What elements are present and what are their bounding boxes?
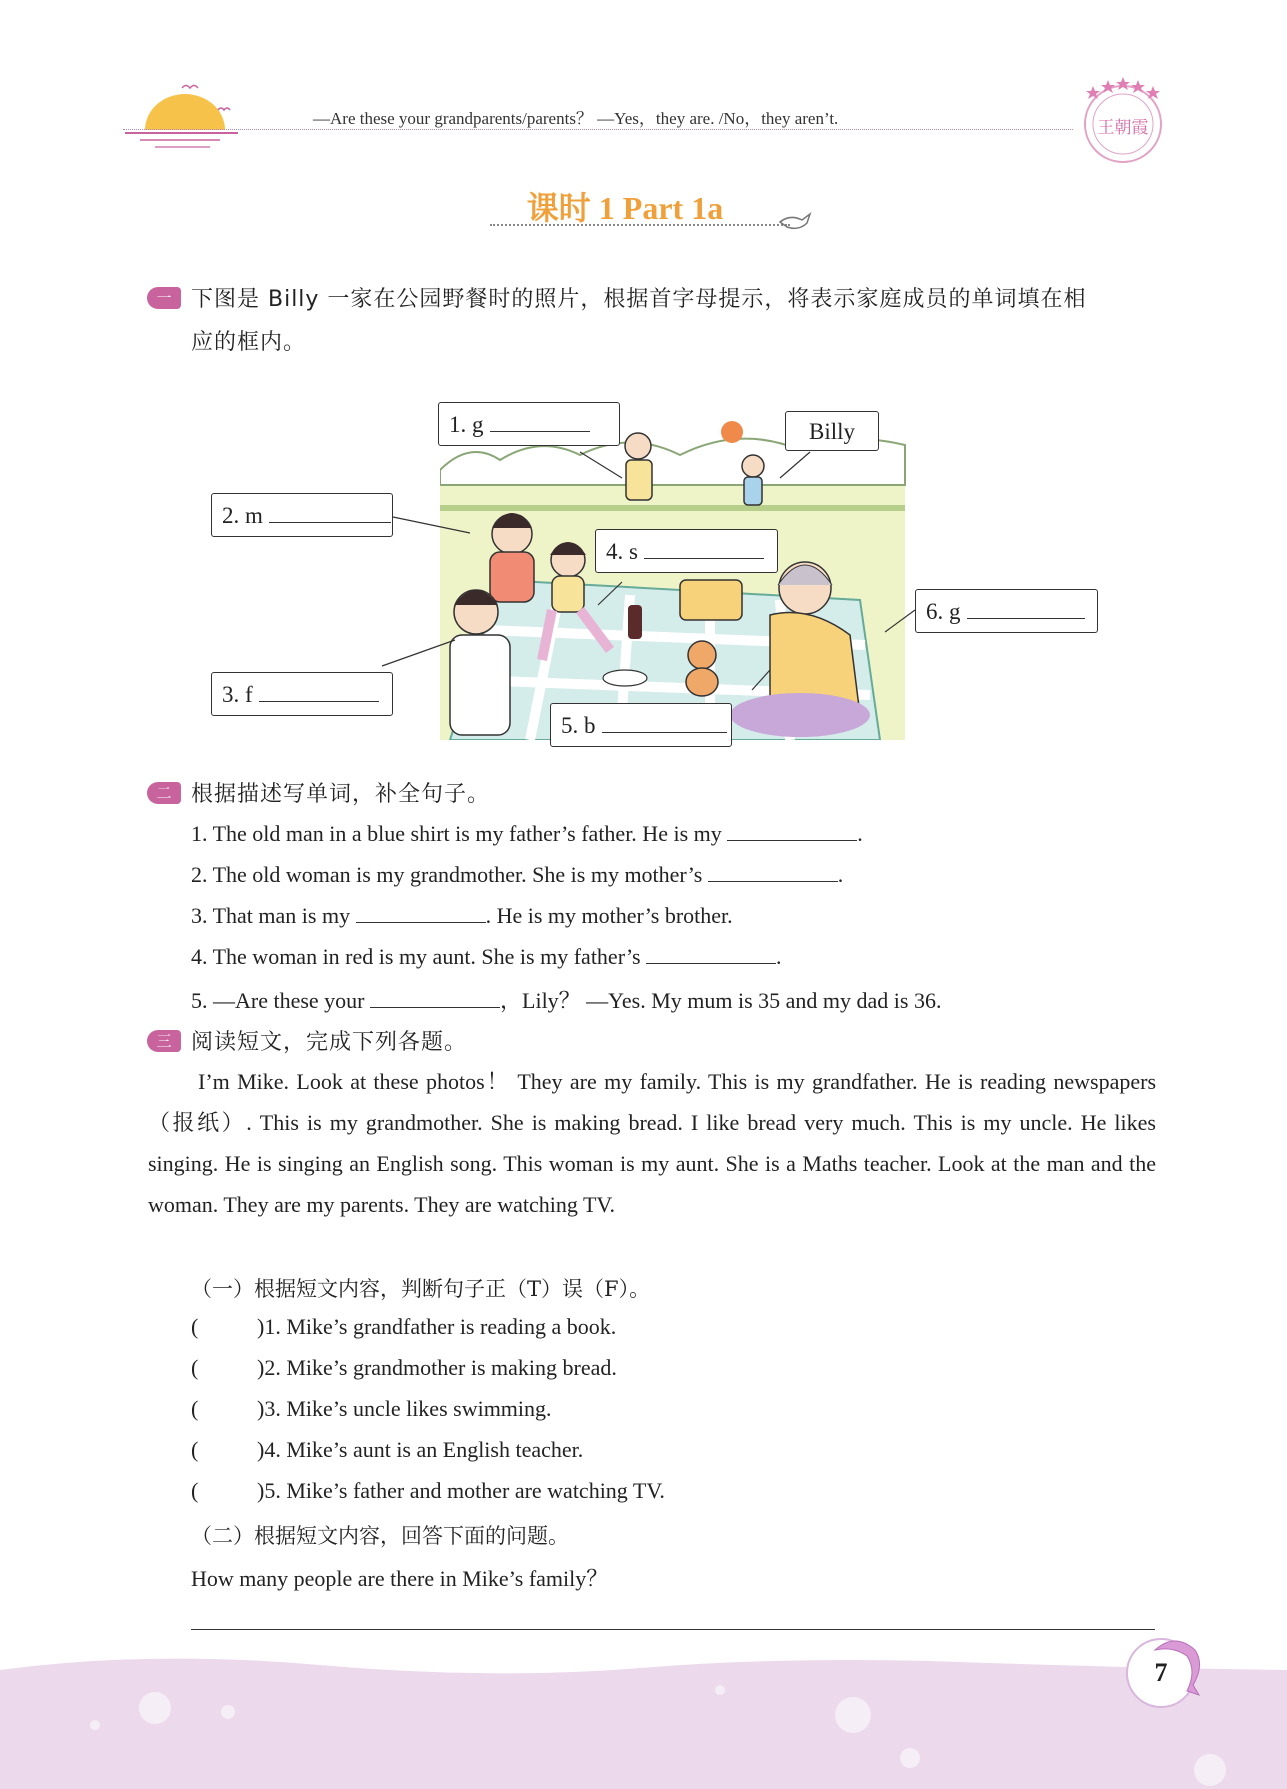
fill-box-6[interactable]: [915, 589, 1098, 633]
svg-text:王朝霞: 王朝霞: [1097, 118, 1149, 138]
tf-item: ( )1. Mike’s grandfather is reading a book.: [191, 1314, 617, 1339]
question-text: How many people are there in Mike’s family？: [191, 1566, 609, 1591]
answer-blank[interactable]: [727, 820, 857, 841]
fill-box-1[interactable]: [438, 402, 620, 446]
answer-line[interactable]: [191, 1629, 1155, 1630]
bottom-wave-decoration: [0, 1650, 1287, 1789]
answer-blank[interactable]: [370, 987, 500, 1008]
tf-answer-slot[interactable]: (: [191, 1396, 199, 1421]
fill-box-label: 4. s: [606, 539, 638, 564]
fill-box-3[interactable]: [211, 672, 393, 716]
tf-item: ( )2. Mike’s grandmother is making bread.: [191, 1355, 617, 1380]
section-badge: 二: [147, 782, 181, 804]
section3-instruction: 阅读短文，完成下列各题。: [191, 1030, 468, 1055]
fill-box-label: 3. f: [222, 682, 253, 707]
section2-instruction: 根据描述写单词，补全句子。: [191, 782, 491, 807]
picnic-illustration: [440, 410, 910, 740]
publisher-stamp-logo: [1078, 76, 1168, 166]
section-badge: 一: [147, 287, 181, 309]
lesson-title: 课时 1 Part 1a: [526, 190, 724, 226]
dolphin-icon: [1145, 1632, 1205, 1702]
sun-decoration-icon: [120, 78, 240, 153]
answer-blank[interactable]: [708, 861, 838, 882]
tf-item: ( )5. Mike’s father and mother are watching TV.: [191, 1478, 665, 1503]
sentence-item: 3. That man is my . He is my mother’s brother.: [191, 903, 733, 928]
fill-box-label: 2. m: [222, 503, 263, 528]
answer-blank[interactable]: [646, 943, 776, 964]
sentence-item: 1. The old man in a blue shirt is my father’s father. He is my .: [191, 821, 863, 846]
part2-title: （二）根据短文内容，回答下面的问题。: [191, 1524, 569, 1548]
title-underline: [490, 224, 790, 226]
billy-label-box: [785, 411, 879, 451]
fill-box-label: 6. g: [926, 599, 961, 624]
bird-doodle-icon: [778, 210, 814, 234]
sentence-item: 5. —Are these your ，Lily？ —Yes. My mum is 35 and my dad is 36.: [191, 988, 942, 1013]
tf-answer-slot[interactable]: (: [191, 1437, 199, 1462]
tf-answer-slot[interactable]: (: [191, 1314, 199, 1339]
fill-box-5[interactable]: [550, 703, 732, 747]
tf-item: ( )4. Mike’s aunt is an English teacher.: [191, 1437, 584, 1462]
section-badge: 三: [147, 1030, 181, 1052]
sentence-item: 4. The woman in red is my aunt. She is my father’s .: [191, 944, 782, 969]
section1-instruction: 下图是 Billy 一家在公园野餐时的照片，根据首字母提示，将表示家庭成员的单词填在相: [191, 287, 1087, 312]
header-divider: [123, 129, 1073, 130]
tf-answer-slot[interactable]: (: [191, 1478, 199, 1503]
page-number: 7: [1126, 1638, 1196, 1708]
sentence-item: 2. The old woman is my grandmother. She is my mother’s .: [191, 862, 844, 887]
reading-passage: I’m Mike. Look at these photos！ They are my family. This is my grandfather. He is reading newspapers（报纸）. This is my grandmother. She is making bread. I like bread very much. This is my uncle. He likes singing. He is singing an English song. This woman is my aunt. She is a Maths teacher. Look at the man and the woman. They are my parents. They are watching TV.: [148, 1069, 1156, 1217]
fill-box-2[interactable]: [211, 493, 393, 537]
part1-title: （一）根据短文内容，判断句子正（T）误（F）。: [191, 1277, 651, 1301]
tf-answer-slot[interactable]: (: [191, 1355, 199, 1380]
tf-item: ( )3. Mike’s uncle likes swimming.: [191, 1396, 552, 1421]
header-dialogue: —Are these your grandparents/parents？ —Yes，they are. /No，they aren’t.: [313, 109, 839, 128]
fill-box-4[interactable]: [595, 529, 778, 573]
fill-box-label: 5. b: [561, 713, 596, 738]
billy-label: Billy: [808, 419, 855, 444]
fill-box-label: 1. g: [449, 412, 484, 437]
answer-blank[interactable]: [356, 902, 486, 923]
section1-instruction-cont: 应的框内。: [191, 330, 307, 355]
